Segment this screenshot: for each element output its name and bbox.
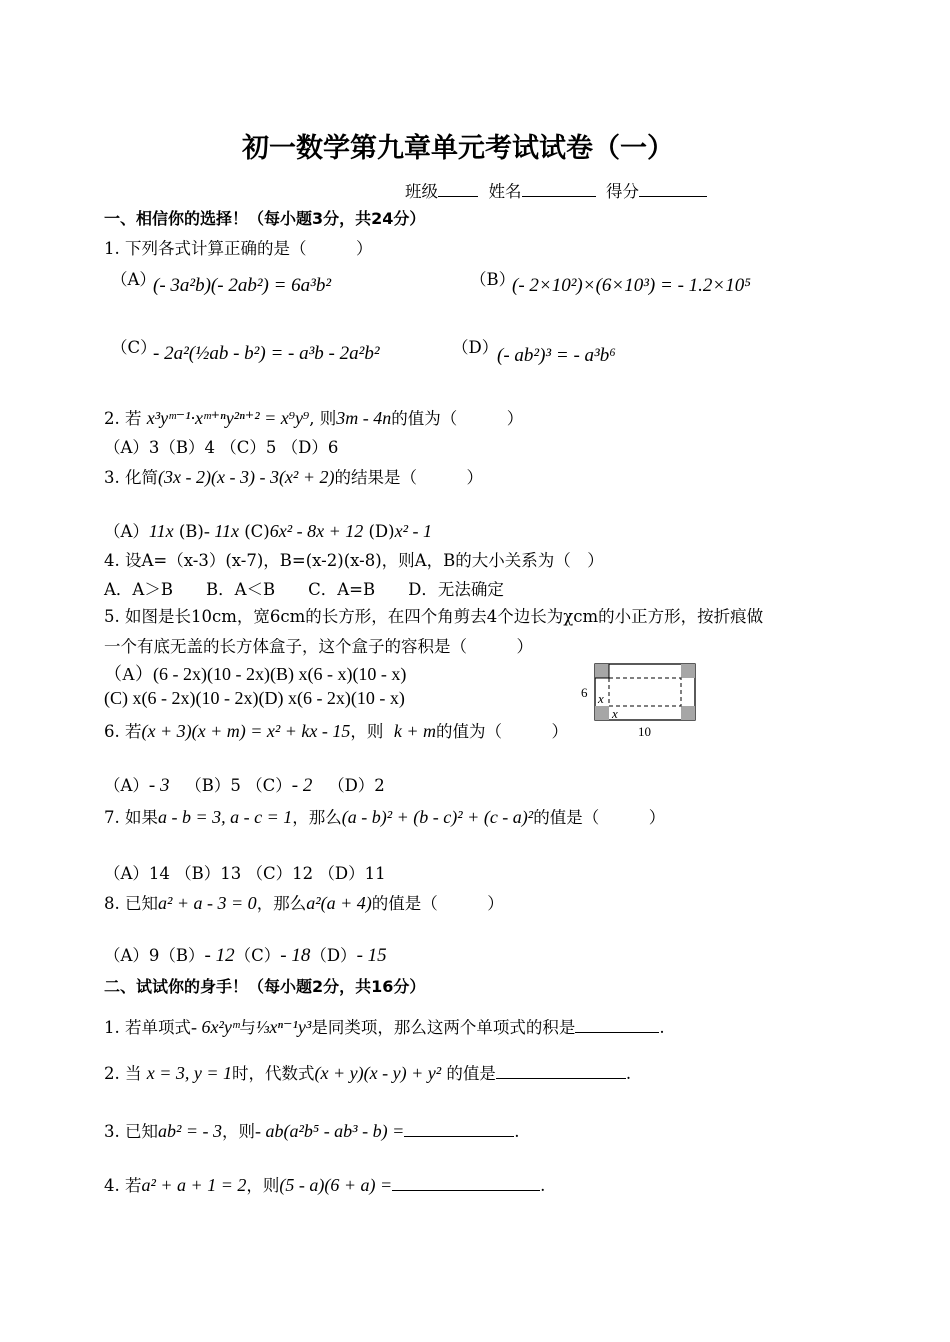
q5-line-2: 一个有底无盖的长方体盒子，这个盒子的容积是（ ） [104,637,533,656]
s2-q1-answer-blank[interactable] [575,1017,659,1033]
box-net-figure [578,660,703,742]
q5-options-cd: (C) x(6 - 2x)(10 - 2x)(D) x(6 - 2x)(10 - x) [104,688,405,708]
q1-option-b-label: （B） [470,270,516,289]
fig-x-label-bottom: x [612,706,618,721]
s2-q4-line: 4. 若a² + a + 1 = 2，则(5 - a)(6 + a) = . [104,1175,546,1195]
s2-q3-line: 3. 已知ab² = - 3，则- ab(a²b⁵ - ab³ - b) = . [104,1121,520,1141]
corner-square-bl [595,706,609,720]
q6-expr: (x + 3)(x + m) = x² + kx - 15 [141,721,351,741]
q1-option-c-label: （C） [111,338,157,357]
q1-option-d-expr: (- ab²)³ = - a³b⁶ [497,345,616,366]
s2-q2-answer-blank[interactable] [496,1063,626,1079]
corner-square-br [681,706,695,720]
class-field[interactable] [438,181,478,197]
q8-expr: a²(a + 4) [306,893,372,913]
fig-height-label: 6 [581,685,588,700]
fig-width-label: 10 [638,724,651,739]
corner-square-tr [681,664,695,678]
q3-line: 3. 化简(3x - 2)(x - 3) - 3(x² + 2)的结果是（ ） [104,467,483,487]
q4-options: A．A＞B B．A＜B C．A=B D．无法确定 [104,580,504,599]
fig-x-label-side: x [598,691,604,706]
q3-options: （A）11x (B)- 11x (C)6x² - 8x + 12 (D)x² - 1 [104,521,432,541]
corner-square-tl [595,664,609,678]
page-title: 初一数学第九章单元考试试卷（一） [242,133,674,164]
q2-expr: x³yᵐ⁻¹·xᵐ⁺ⁿy²ⁿ⁺² = x⁹y⁹ [146,408,310,428]
q1-option-c-expr: - 2a²(½ab - b²) = - a³b - 2a²b² [153,343,380,364]
q3-expr: (3x - 2)(x - 3) - 3(x² + 2) [158,467,335,487]
q8-options: （A）9（B）- 12（C）- 18（D）- 15 [104,945,387,966]
section-2-heading: 二、试试你的身手！（每小题2分，共16分） [104,977,426,996]
q1-stem: 1. 下列各式计算正确的是（ ） [104,239,373,258]
s2-q3-answer-blank[interactable] [404,1121,514,1137]
q5-options-ab: （A）(6 - 2x)(10 - 2x)(B) x(6 - x)(10 - x) [104,664,407,684]
q1-option-b-expr: (- 2×10²)×(6×10³) = - 1.2×10⁵ [512,275,751,296]
q7-cond: a - b = 3, a - c = 1 [158,807,293,827]
score-field[interactable] [639,181,707,197]
q5-line-1: 5. 如图是长10cm，宽6cm的长方形，在四个角剪去4个边长为χcm的小正方形，按折痕做 [104,607,764,626]
s2-q2-line: 2. 当 x = 3, y = 1时，代数式(x + y)(x - y) + y² 的值是 . [104,1063,632,1083]
student-info-line [405,178,707,202]
class-label: 班级 [405,182,438,201]
q1-option-a-expr: (- 3a²b)(- 2ab²) = 6a³b² [153,275,332,296]
outer-rectangle [595,664,695,720]
q6-options: （A）- 3 （B）5 （C）- 2 （D）2 [104,775,385,796]
q7-options: （A）14 （B）13 （C）12 （D）11 [104,864,386,883]
section-1-heading: 一、相信你的选择！（每小题3分，共24分） [104,209,426,228]
q8-cond: a² + a - 3 = 0 [158,893,257,913]
q1-option-d-label: （D） [452,338,499,357]
s2-q1-line: 1. 若单项式- 6x²yᵐ与⅓xⁿ⁻¹y³是同类项，那么这两个单项式的积是 . [104,1017,665,1037]
score-label: 得分 [606,182,639,201]
q6-target: k + m [393,721,437,741]
q7-line: 7. 如果a - b = 3, a - c = 1，那么(a - b)² + (b - c)² + (c - a)²的值是（ ） [104,807,666,827]
q4-stem: 4. 设A=（x-3）(x-7)，B=(x-2)(x-8)，则A，B的大小关系为（ ） [104,551,604,570]
q1-option-a-label: （A） [111,270,156,289]
q2-options: （A）3（B）4 （C）5 （D）6 [104,438,339,457]
name-field[interactable] [522,181,596,197]
fold-line [609,678,681,706]
q8-line: 8. 已知a² + a - 3 = 0，那么a²(a + 4)的值是（ ） [104,893,504,913]
name-label: 姓名 [488,182,522,201]
q6-line: 6. 若(x + 3)(x + m) = x² + kx - 15，则 k + m的值为（ ） [104,721,569,741]
q2-target: 3m - 4n [336,408,392,428]
q7-expr: (a - b)² + (b - c)² + (c - a)² [341,807,534,827]
q2-line: 2. 若 x³yᵐ⁻¹·xᵐ⁺ⁿy²ⁿ⁺² = x⁹y⁹, 则3m - 4n的值为（ ） [104,408,524,428]
s2-q4-answer-blank[interactable] [392,1175,540,1191]
